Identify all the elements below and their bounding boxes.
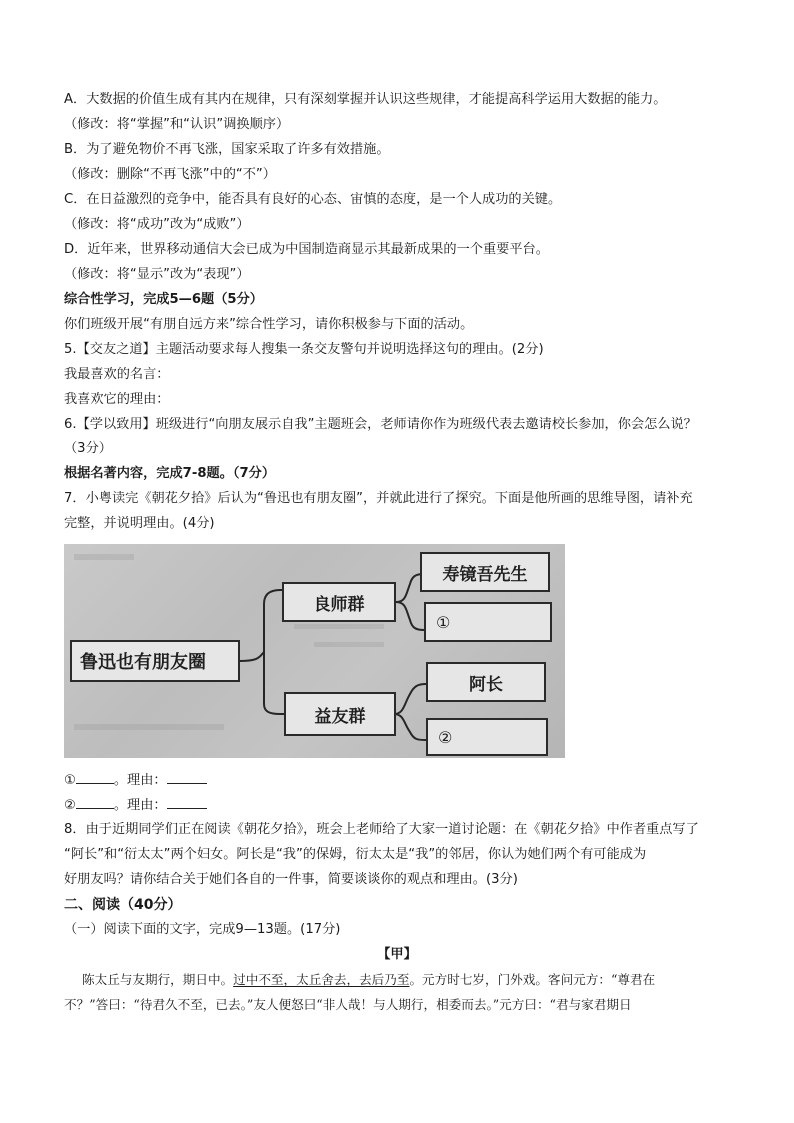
option-d-fix: （修改：将“显示”改为“表现”） xyxy=(64,267,250,282)
question-5: 5.【交友之道】主题活动要求每人搜集一条交友警句并说明选择这句的理由。(2分) xyxy=(64,342,544,357)
answer-2-reason-blank[interactable] xyxy=(167,796,207,809)
mind-map-branch-teachers: 良师群 xyxy=(282,582,396,622)
option-c: C．在日益激烈的竞争中，能否具有良好的心态、宙慎的态度，是一个人成功的关键。 xyxy=(64,192,562,207)
passage-line-2: 不？”答曰：“待君久不至，已去。”友人便怒曰“非人哉！与人期行，相委而去。”元方曰：“君与家君期日 xyxy=(64,997,632,1012)
answer-line-1 xyxy=(64,771,736,790)
option-d: D．近年来，世界移动通信大会已成为中国制造商显示其最新成果的一个重要平台。 xyxy=(64,242,549,257)
mind-map-root: 鲁迅也有朋友圈 xyxy=(70,640,240,682)
mind-map-leaf-shou-jingwu: 寿镜吾先生 xyxy=(420,552,550,592)
option-b: B．为了避免物价不再飞涨，国家采取了许多有效措施。 xyxy=(64,142,390,157)
question-8-line2: “阿长”和“衍太太”两个妇女。阿长是“我”的保姆，衍太太是“我”的邻居，你认为她们两个有可能成为 xyxy=(64,847,647,862)
passage-1b-underlined: 过中不至，太丘舍去，去后乃至 xyxy=(233,972,410,987)
q5-quote-line: 我最喜欢的名言： xyxy=(64,367,170,382)
mind-map-leaf-blank-2: ② xyxy=(426,718,548,756)
connector-root-branch1 xyxy=(240,590,282,661)
reading-heading: 二、阅读（40分） xyxy=(64,897,182,913)
connector-b2-leaf1 xyxy=(394,684,426,714)
answer-1-label: ① xyxy=(64,773,76,788)
answer-2-label: ② xyxy=(64,798,76,813)
answer-2-reason-label: 。理由： xyxy=(113,798,167,813)
q5-reason-line: 我喜欢它的理由： xyxy=(64,392,170,407)
connector-b1-leaf2 xyxy=(396,602,424,630)
mind-map-leaf-blank-1: ① xyxy=(424,602,552,642)
classics-heading: 根据名著内容，完成7-8题。（7分） xyxy=(64,466,276,481)
connector-b2-leaf2 xyxy=(394,714,426,740)
reading-subheading: （一）阅读下面的文字，完成9—13题。(17分) xyxy=(64,922,341,937)
question-6: 6.【学以致用】班级进行“向朋友展示自我”主题班会，老师请你作为班级代表去邀请校长参加，你会怎么说？ xyxy=(64,417,697,432)
integrated-intro: 你们班级开展“有朋自远方来”综合性学习，请你积极参与下面的活动。 xyxy=(64,317,474,332)
option-a: A．大数据的价值生成有其内在规律，只有深刻掌握并认识这些规律，才能提高科学运用大数据的能力。 xyxy=(64,92,667,107)
mind-map-figure xyxy=(64,544,565,758)
question-7-line1: 7．小粤读完《朝花夕拾》后认为“鲁迅也有朋友圈”，并就此进行了探究。下面是他所画的思维导图，请补充 xyxy=(64,491,693,506)
mind-map-branch-friends: 益友群 xyxy=(284,692,396,736)
passage-1c: 。元方时七岁，门外戏。客问元方：“尊君在 xyxy=(409,972,656,987)
connector-root-branch2 xyxy=(264,652,284,714)
answer-2-blank[interactable] xyxy=(76,796,114,809)
question-7-line2: 完整，并说明理由。(4分) xyxy=(64,516,215,531)
option-b-fix: （修改：删除“不再飞涨”中的“不”） xyxy=(64,167,276,182)
answer-1-reason-label: 。理由： xyxy=(113,773,167,788)
answer-line-2 xyxy=(64,796,736,815)
question-8-line3: 好朋友吗？请你结合关于她们各自的一件事，简要谈谈你的观点和理由。(3分) xyxy=(64,872,518,887)
integrated-heading: 综合性学习，完成5—6题（5分） xyxy=(64,292,263,307)
answer-1-blank[interactable] xyxy=(76,771,114,784)
passage-1a: 陈太丘与友期行，期日中。 xyxy=(82,972,234,987)
option-c-fix: （修改：将“成功”改为“成败”） xyxy=(64,217,250,232)
option-a-fix: （修改：将“掌握”和“认识”调换顺序） xyxy=(64,117,290,132)
mind-map-leaf-a-chang: 阿长 xyxy=(426,662,546,702)
answer-1-reason-blank[interactable] xyxy=(167,771,207,784)
passage-line-1 xyxy=(82,971,736,989)
question-6-points: （3分） xyxy=(64,441,112,456)
question-8-line1: 8．由于近期同学们正在阅读《朝花夕拾》，班会上老师给了大家一道讨论题：在《朝花夕拾》中作者重点写了 xyxy=(64,822,699,837)
passage-marker: 【甲】 xyxy=(377,947,417,962)
